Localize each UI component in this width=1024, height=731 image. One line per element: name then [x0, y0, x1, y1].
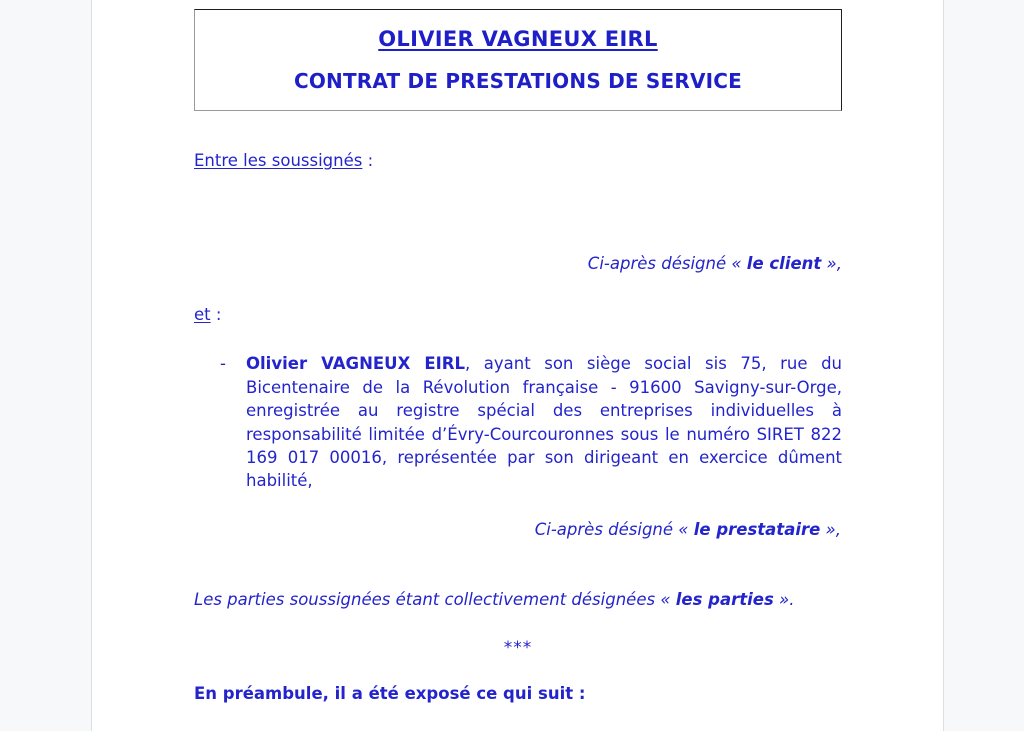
designation-client-close-quote: » — [821, 254, 837, 274]
document-page — [91, 0, 944, 731]
les-parties-line — [194, 588, 842, 611]
designation-client-line — [194, 252, 842, 275]
entre-soussignes-label: Entre les soussignés — [194, 151, 363, 170]
designation-prestataire-open-quote: « — [678, 519, 694, 539]
document-contract-title: CONTRAT DE PRESTATIONS DE SERVICE — [293, 68, 743, 93]
les-parties-term: les parties — [675, 590, 774, 610]
designation-prestataire-close-quote: » — [820, 519, 836, 539]
preambule-text: En préambule, il a été exposé ce qui suit — [194, 683, 574, 703]
designation-prestataire-line — [194, 518, 842, 541]
les-parties-suffix: . — [789, 590, 795, 610]
document-company-title: OLIVIER VAGNEUX EIRL — [378, 27, 658, 52]
designation-client-term: le client — [746, 254, 822, 274]
les-parties-open-quote: « — [660, 590, 676, 610]
section-separator: *** — [503, 637, 533, 658]
title-box — [194, 9, 842, 111]
bullet-dash-icon: - — [220, 354, 226, 374]
preambule-line — [194, 682, 842, 705]
designation-prestataire-suffix: , — [835, 519, 841, 539]
designation-client-suffix: , — [836, 254, 842, 274]
et-colon: : — [210, 304, 222, 324]
preambule-colon: : — [573, 683, 586, 703]
entre-soussignes-colon: : — [362, 151, 374, 170]
designation-prestataire-term: le prestataire — [693, 519, 821, 539]
designation-prestataire-prefix: Ci-après désigné — [534, 519, 679, 539]
entre-soussignes-line — [194, 149, 842, 172]
et-line — [194, 303, 842, 326]
designation-client-open-quote: « — [731, 254, 747, 274]
party-bullet-item — [194, 352, 842, 493]
designation-client-prefix: Ci-après désigné — [587, 254, 732, 274]
les-parties-prefix: Les parties soussignées étant collectivement désignées — [194, 590, 661, 610]
party-name: Olivier VAGNEUX EIRL — [246, 354, 465, 374]
party-description: , ayant son siège social sis 75, rue du Bicentenaire de la Révolution française - 91600 Savigny-sur-Orge, enregistrée au registre spécial des entreprises individuelles à responsabilité limitée d’Évry-Courcouronnes sous le numéro SIRET 822 169 017 00016, représentée par son dirigeant en exercice dûment habilité, — [246, 354, 843, 491]
et-label: et — [194, 304, 211, 324]
les-parties-close-quote: » — [773, 590, 790, 610]
document-content — [194, 0, 842, 705]
